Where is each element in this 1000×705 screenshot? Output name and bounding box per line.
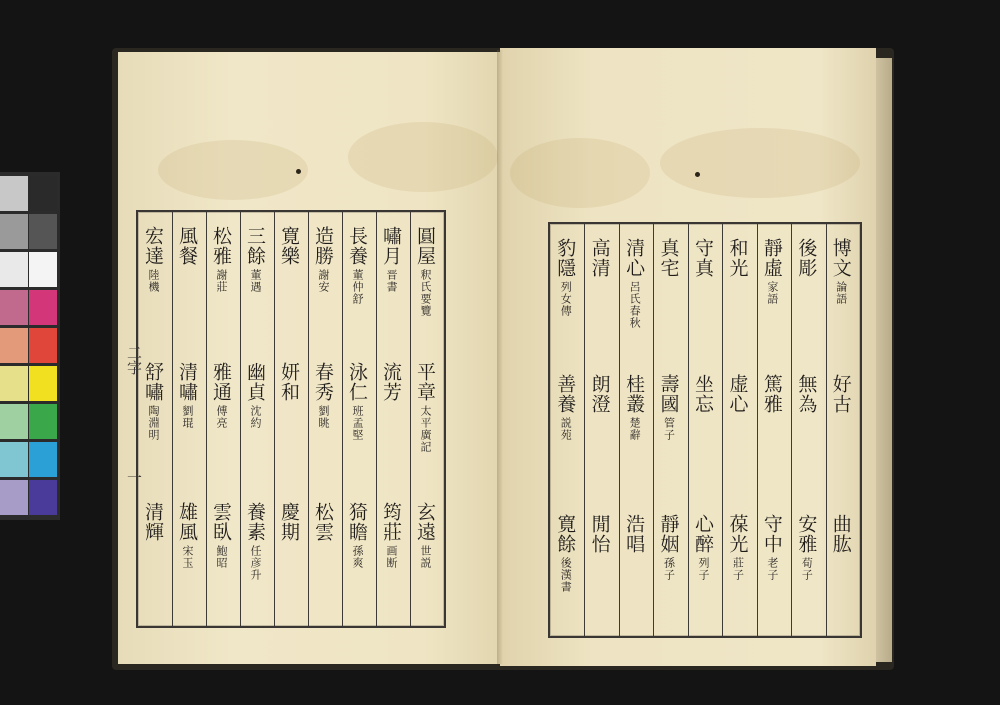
entry-word: 流芳 bbox=[380, 362, 402, 402]
entry-source: 董遇 bbox=[249, 269, 262, 293]
column-rule bbox=[688, 224, 689, 636]
column-rule bbox=[206, 212, 207, 626]
entry-word: 幽貞 bbox=[244, 362, 266, 402]
left-text-frame bbox=[136, 210, 446, 628]
column-rule bbox=[619, 224, 620, 636]
dictionary-entry bbox=[245, 226, 264, 293]
entry-word: 春秀 bbox=[312, 362, 334, 402]
entry-source: 謝安 bbox=[317, 269, 330, 293]
column-rule bbox=[791, 224, 792, 636]
column-rule bbox=[274, 212, 275, 626]
dictionary-entry bbox=[245, 362, 264, 429]
entry-source: 董仲舒 bbox=[351, 269, 364, 305]
entry-word: 寛餘 bbox=[554, 514, 577, 554]
dictionary-entry bbox=[279, 502, 298, 542]
dictionary-entry bbox=[623, 374, 646, 441]
color-swatch bbox=[29, 404, 57, 439]
entry-word: 和光 bbox=[726, 238, 749, 278]
entry-source: 劉琨 bbox=[181, 405, 194, 429]
entry-source: 任彦升 bbox=[249, 545, 262, 581]
dictionary-entry bbox=[554, 238, 577, 317]
entry-word: 朗澄 bbox=[588, 374, 611, 414]
column-rule bbox=[722, 224, 723, 636]
column-rule bbox=[376, 212, 377, 626]
color-swatch bbox=[29, 442, 57, 477]
dictionary-entry bbox=[143, 362, 162, 441]
entry-word: 長養 bbox=[346, 226, 368, 266]
entry-source: 管子 bbox=[662, 417, 676, 441]
dictionary-entry bbox=[177, 502, 196, 569]
entry-source: 班孟堅 bbox=[351, 405, 364, 441]
dictionary-entry bbox=[762, 374, 781, 414]
color-swatch bbox=[29, 176, 57, 211]
entry-source: 陶淵明 bbox=[147, 405, 160, 441]
color-swatch bbox=[0, 404, 28, 439]
entry-source: 世説 bbox=[419, 545, 432, 569]
entry-source: 家語 bbox=[765, 281, 779, 305]
dictionary-entry bbox=[415, 502, 434, 569]
dictionary-entry bbox=[831, 238, 850, 305]
column-rule bbox=[653, 224, 654, 636]
dictionary-entry bbox=[659, 514, 678, 581]
right-text-frame bbox=[548, 222, 862, 638]
dictionary-entry bbox=[313, 502, 332, 542]
dictionary-entry bbox=[762, 238, 781, 305]
dictionary-entry bbox=[590, 238, 609, 278]
entry-source: 釈氏要覽 bbox=[419, 269, 432, 317]
entry-word: 真宅 bbox=[657, 238, 680, 278]
color-swatch bbox=[0, 480, 28, 515]
entry-source: 後漢書 bbox=[559, 557, 573, 593]
entry-word: 壽國 bbox=[657, 374, 680, 414]
entry-word: 雄風 bbox=[176, 502, 198, 542]
entry-source: 列女傳 bbox=[559, 281, 573, 317]
binding-hole bbox=[296, 169, 301, 174]
entry-word: 玄遠 bbox=[414, 502, 436, 542]
color-swatch bbox=[0, 328, 28, 363]
dictionary-entry bbox=[381, 502, 400, 569]
dictionary-entry bbox=[726, 238, 749, 278]
entry-word: 葆光 bbox=[726, 514, 749, 554]
dictionary-entry bbox=[347, 362, 366, 441]
column-rule bbox=[172, 212, 173, 626]
entry-word: 篤雅 bbox=[760, 374, 783, 414]
color-swatch bbox=[0, 366, 28, 401]
entry-source: 呂氏春秋 bbox=[628, 281, 642, 329]
entry-word: 浩唱 bbox=[623, 514, 646, 554]
binding-hole bbox=[695, 172, 700, 177]
dictionary-entry bbox=[177, 362, 196, 429]
entry-word: 心醉 bbox=[692, 514, 714, 554]
color-swatch bbox=[29, 328, 57, 363]
entry-source: 説苑 bbox=[559, 417, 573, 441]
dictionary-entry bbox=[726, 374, 749, 414]
entry-source: 傅亮 bbox=[215, 405, 228, 429]
entry-source: 鮑昭 bbox=[215, 545, 228, 569]
dictionary-entry bbox=[313, 226, 332, 293]
dictionary-entry bbox=[415, 362, 434, 453]
entry-source: 謝莊 bbox=[215, 269, 228, 293]
dictionary-entry bbox=[211, 362, 230, 429]
entry-word: 靜姻 bbox=[657, 514, 680, 554]
entry-word: 閒怡 bbox=[588, 514, 611, 554]
color-swatch bbox=[0, 290, 28, 325]
color-calibration-card bbox=[0, 172, 60, 520]
entry-source: 孫爽 bbox=[351, 545, 364, 569]
column-rule bbox=[240, 212, 241, 626]
entry-source: 孫子 bbox=[662, 557, 676, 581]
dictionary-entry bbox=[143, 226, 162, 293]
dictionary-entry bbox=[143, 502, 162, 542]
entry-source: 沈約 bbox=[249, 405, 262, 429]
entry-word: 風餐 bbox=[176, 226, 198, 266]
entry-word: 三餘 bbox=[244, 226, 266, 266]
fore-edge-label: 二字 bbox=[125, 345, 143, 375]
dictionary-entry bbox=[211, 226, 230, 293]
page-edge bbox=[876, 58, 892, 662]
entry-source: 太平廣記 bbox=[419, 405, 432, 453]
entry-word: 筠莊 bbox=[380, 502, 402, 542]
dictionary-entry bbox=[693, 514, 712, 581]
color-swatch bbox=[29, 366, 57, 401]
dictionary-entry bbox=[590, 374, 609, 414]
entry-word: 高清 bbox=[588, 238, 611, 278]
dictionary-entry bbox=[693, 374, 712, 414]
entry-word: 嘯月 bbox=[380, 226, 402, 266]
entry-word: 圓屋 bbox=[414, 226, 436, 266]
dictionary-entry bbox=[347, 502, 366, 569]
entry-source: 宋玉 bbox=[181, 545, 194, 569]
entry-word: 松雲 bbox=[312, 502, 334, 542]
dictionary-entry bbox=[623, 514, 646, 554]
column-rule bbox=[308, 212, 309, 626]
color-swatch bbox=[0, 214, 28, 249]
dictionary-entry bbox=[795, 374, 818, 414]
color-swatch bbox=[29, 480, 57, 515]
entry-source: 劉眺 bbox=[317, 405, 330, 429]
water-stain bbox=[158, 140, 308, 200]
dictionary-entry bbox=[795, 238, 818, 278]
entry-word: 安雅 bbox=[795, 514, 818, 554]
color-swatch bbox=[0, 442, 28, 477]
entry-word: 豹隱 bbox=[554, 238, 577, 278]
entry-word: 坐忘 bbox=[692, 374, 714, 414]
color-swatch bbox=[0, 176, 28, 211]
water-stain bbox=[660, 128, 860, 198]
dictionary-entry bbox=[659, 238, 678, 278]
entry-word: 清嘯 bbox=[176, 362, 198, 402]
entry-source: 列子 bbox=[697, 557, 710, 581]
dictionary-entry bbox=[590, 514, 609, 554]
dictionary-entry bbox=[279, 226, 298, 266]
entry-word: 清心 bbox=[623, 238, 646, 278]
dictionary-entry bbox=[347, 226, 366, 305]
entry-word: 養素 bbox=[244, 502, 266, 542]
entry-source: 陸機 bbox=[147, 269, 160, 293]
entry-word: 曲肱 bbox=[829, 514, 852, 554]
dictionary-entry bbox=[795, 514, 818, 581]
entry-word: 寛樂 bbox=[278, 226, 300, 266]
color-swatch bbox=[29, 214, 57, 249]
color-swatch bbox=[29, 290, 57, 325]
entry-source: 論語 bbox=[834, 281, 848, 305]
dictionary-entry bbox=[726, 514, 749, 581]
entry-word: 妍和 bbox=[278, 362, 300, 402]
dictionary-entry bbox=[245, 502, 264, 581]
column-rule bbox=[826, 224, 827, 636]
dictionary-entry bbox=[623, 238, 646, 329]
entry-source: 画断 bbox=[385, 545, 398, 569]
entry-source: 楚辭 bbox=[628, 417, 642, 441]
entry-word: 慶期 bbox=[278, 502, 300, 542]
column-rule bbox=[342, 212, 343, 626]
water-stain bbox=[348, 122, 498, 192]
entry-word: 博文 bbox=[829, 238, 852, 278]
entry-source: 荀子 bbox=[800, 557, 814, 581]
dictionary-entry bbox=[313, 362, 332, 429]
dictionary-entry bbox=[279, 362, 298, 402]
entry-source: 晋書 bbox=[385, 269, 398, 293]
fore-edge-label: 一 bbox=[125, 470, 143, 485]
entry-source: 莊子 bbox=[731, 557, 745, 581]
entry-word: 桂叢 bbox=[623, 374, 646, 414]
entry-word: 松雅 bbox=[210, 226, 232, 266]
entry-word: 猗瞻 bbox=[346, 502, 368, 542]
column-rule bbox=[584, 224, 585, 636]
entry-word: 善養 bbox=[554, 374, 577, 414]
entry-word: 守真 bbox=[692, 238, 714, 278]
dictionary-entry bbox=[554, 514, 577, 593]
book-gutter bbox=[497, 50, 503, 664]
dictionary-entry bbox=[693, 238, 712, 278]
entry-source: 老子 bbox=[765, 557, 779, 581]
dictionary-entry bbox=[211, 502, 230, 569]
dictionary-entry bbox=[659, 374, 678, 441]
color-swatch bbox=[29, 252, 57, 287]
entry-word: 後彫 bbox=[795, 238, 818, 278]
dictionary-entry bbox=[415, 226, 434, 317]
dictionary-entry bbox=[381, 362, 400, 402]
column-rule bbox=[757, 224, 758, 636]
dictionary-entry bbox=[177, 226, 196, 266]
entry-word: 泳仁 bbox=[346, 362, 368, 402]
entry-word: 靜虛 bbox=[760, 238, 783, 278]
color-swatch bbox=[0, 252, 28, 287]
entry-word: 平章 bbox=[414, 362, 436, 402]
column-rule bbox=[410, 212, 411, 626]
entry-word: 虚心 bbox=[726, 374, 749, 414]
water-stain bbox=[510, 138, 650, 208]
dictionary-entry bbox=[762, 514, 781, 581]
entry-word: 宏達 bbox=[142, 226, 164, 266]
entry-word: 清輝 bbox=[142, 502, 164, 542]
entry-word: 造勝 bbox=[312, 226, 334, 266]
entry-word: 舒嘯 bbox=[142, 362, 164, 402]
dictionary-entry bbox=[554, 374, 577, 441]
entry-word: 雅通 bbox=[210, 362, 232, 402]
entry-word: 好古 bbox=[829, 374, 852, 414]
entry-word: 無為 bbox=[795, 374, 818, 414]
dictionary-entry bbox=[831, 514, 850, 554]
entry-word: 守中 bbox=[760, 514, 783, 554]
dictionary-entry bbox=[831, 374, 850, 414]
dictionary-entry bbox=[381, 226, 400, 293]
entry-word: 雲臥 bbox=[210, 502, 232, 542]
